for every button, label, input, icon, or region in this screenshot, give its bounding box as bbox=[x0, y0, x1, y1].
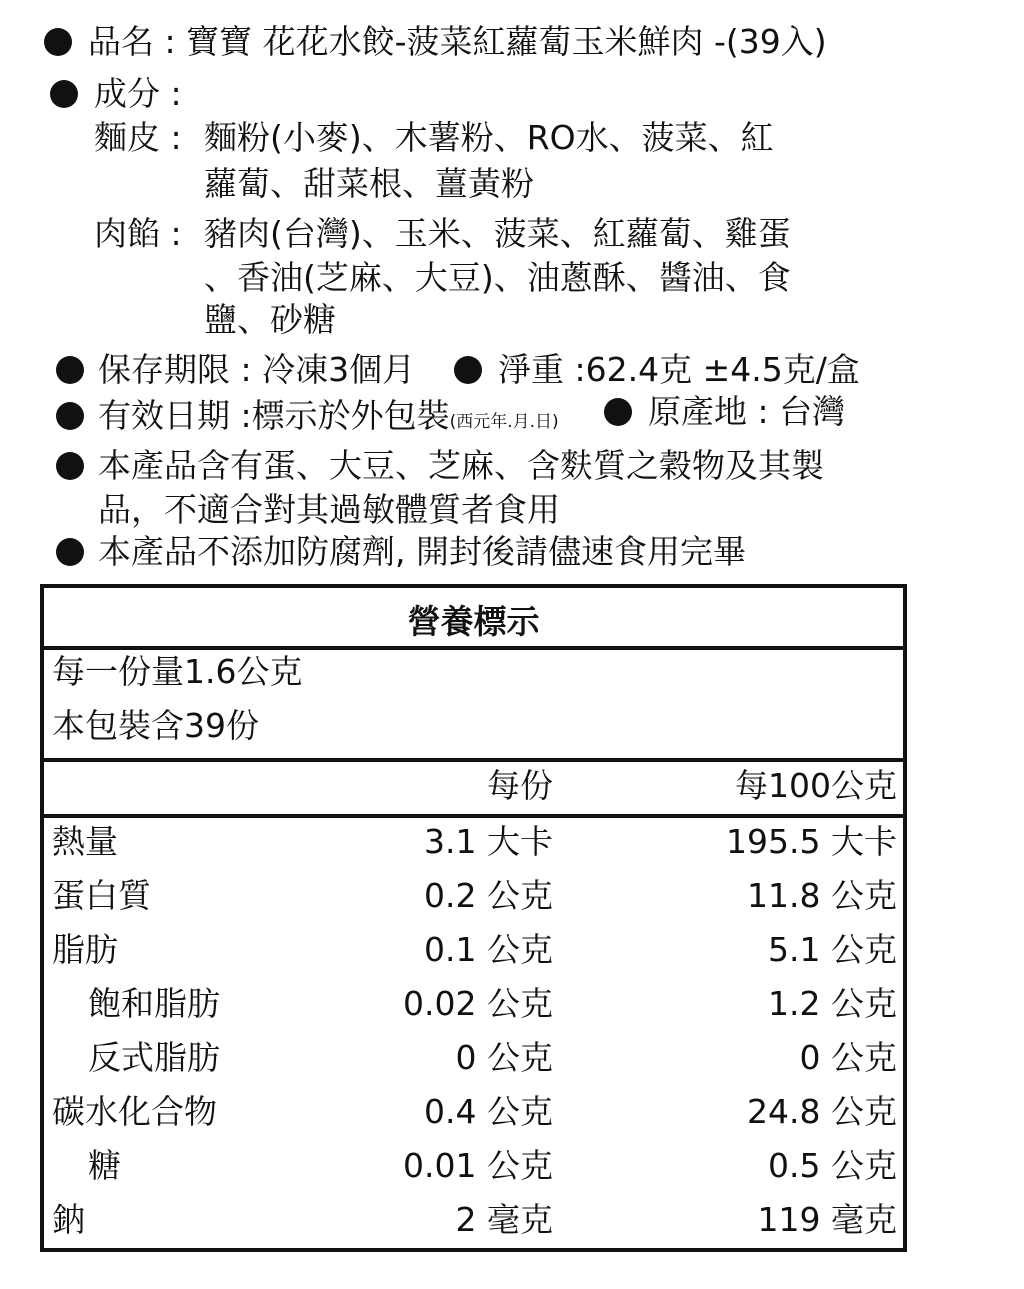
wrapper-label: 麵皮 : bbox=[94, 118, 182, 157]
bullet-icon bbox=[50, 80, 78, 108]
bullet-icon bbox=[56, 452, 84, 480]
nutrient-name: 反式脂肪 bbox=[88, 1038, 220, 1077]
bullet-icon bbox=[56, 402, 84, 430]
nutrient-name: 熱量 bbox=[52, 822, 118, 861]
product-name-line bbox=[88, 22, 827, 62]
nutrition-facts-table bbox=[40, 584, 907, 1252]
bullet-icon bbox=[454, 356, 482, 384]
nutrient-per-100g: 195.5 大卡 bbox=[726, 822, 897, 861]
divider bbox=[44, 814, 903, 818]
nutrient-per-100g: 11.8 公克 bbox=[747, 876, 897, 915]
origin: 原產地 : 台灣 bbox=[648, 392, 846, 431]
bullet-icon bbox=[44, 28, 72, 56]
product-name-value: 寶寶 花花水餃-菠菜紅蘿蔔玉米鮮肉 -(39入) bbox=[186, 22, 827, 61]
nutrient-per-100g: 5.1 公克 bbox=[768, 930, 897, 969]
divider bbox=[44, 758, 903, 762]
nutrient-per-100g: 24.8 公克 bbox=[747, 1092, 897, 1131]
filling-line-1: 豬肉(台灣)、玉米、菠菜、紅蘿蔔、雞蛋 bbox=[204, 214, 791, 253]
expiry-line bbox=[98, 396, 559, 442]
nutrient-name: 蛋白質 bbox=[52, 876, 151, 915]
servings-per-package: 本包裝含39份 bbox=[52, 706, 259, 745]
serving-size: 每一份量1.6公克 bbox=[52, 652, 303, 691]
nutrient-per-serving: 0 公克 bbox=[455, 1038, 553, 1077]
wrapper-line-2: 蘿蔔、甜菜根、薑黃粉 bbox=[204, 164, 534, 203]
filling-line-2: 、香油(芝麻、大豆)、油蔥酥、醬油、食 bbox=[204, 258, 791, 297]
shelf-life: 保存期限 : 冷凍3個月 bbox=[98, 350, 416, 389]
nutrient-name: 鈉 bbox=[52, 1200, 85, 1239]
ingredients-label: 成分 : bbox=[94, 74, 182, 113]
nutrient-per-serving: 3.1 大卡 bbox=[424, 822, 553, 861]
filling-label: 肉餡 : bbox=[94, 214, 182, 253]
wrapper-line-1: 麵粉(小麥)、木薯粉、RO水、菠菜、紅 bbox=[204, 118, 774, 157]
bullet-icon bbox=[604, 398, 632, 426]
net-weight: 淨重 :62.4克 ±4.5克/盒 bbox=[498, 350, 860, 389]
filling-line-3: 鹽、砂糖 bbox=[204, 300, 336, 339]
divider bbox=[44, 646, 903, 650]
allergen-line-2: 品，不適合對其過敏體質者食用 bbox=[98, 490, 560, 529]
nutrient-name: 碳水化合物 bbox=[52, 1092, 217, 1131]
nutrition-title: 營養標示 bbox=[407, 602, 540, 641]
nutrient-name: 糖 bbox=[88, 1146, 121, 1185]
allergen-line-1: 本產品含有蛋、大豆、芝麻、含麩質之穀物及其製 bbox=[98, 446, 824, 485]
nutrient-per-serving: 0.01 公克 bbox=[403, 1146, 553, 1185]
preservative-note: 本產品不添加防腐劑, 開封後請儘速食用完畢 bbox=[98, 532, 746, 571]
nutrient-per-100g: 0.5 公克 bbox=[768, 1146, 897, 1185]
nutrient-name: 飽和脂肪 bbox=[88, 984, 220, 1023]
expiry-label: 有效日期 :標示於外包裝 bbox=[98, 396, 450, 435]
nutrient-per-100g: 0 公克 bbox=[799, 1038, 897, 1077]
nutrient-name: 脂肪 bbox=[52, 930, 118, 969]
nutrient-per-serving: 2 毫克 bbox=[455, 1200, 553, 1239]
product-name-label: 品名 : bbox=[88, 22, 187, 61]
nutrient-per-serving: 0.02 公克 bbox=[403, 984, 553, 1023]
nutrient-per-serving: 0.4 公克 bbox=[424, 1092, 553, 1131]
bullet-icon bbox=[56, 356, 84, 384]
expiry-format: (西元年.月.日) bbox=[449, 412, 559, 432]
bullet-icon bbox=[56, 538, 84, 566]
nutrient-per-serving: 0.1 公克 bbox=[424, 930, 553, 969]
column-header-per-serving: 每份 bbox=[487, 766, 553, 805]
nutrient-per-100g: 1.2 公克 bbox=[768, 984, 897, 1023]
nutrient-per-100g: 119 毫克 bbox=[757, 1200, 897, 1239]
nutrient-per-serving: 0.2 公克 bbox=[424, 876, 553, 915]
column-header-per-100g: 每100公克 bbox=[735, 766, 897, 805]
